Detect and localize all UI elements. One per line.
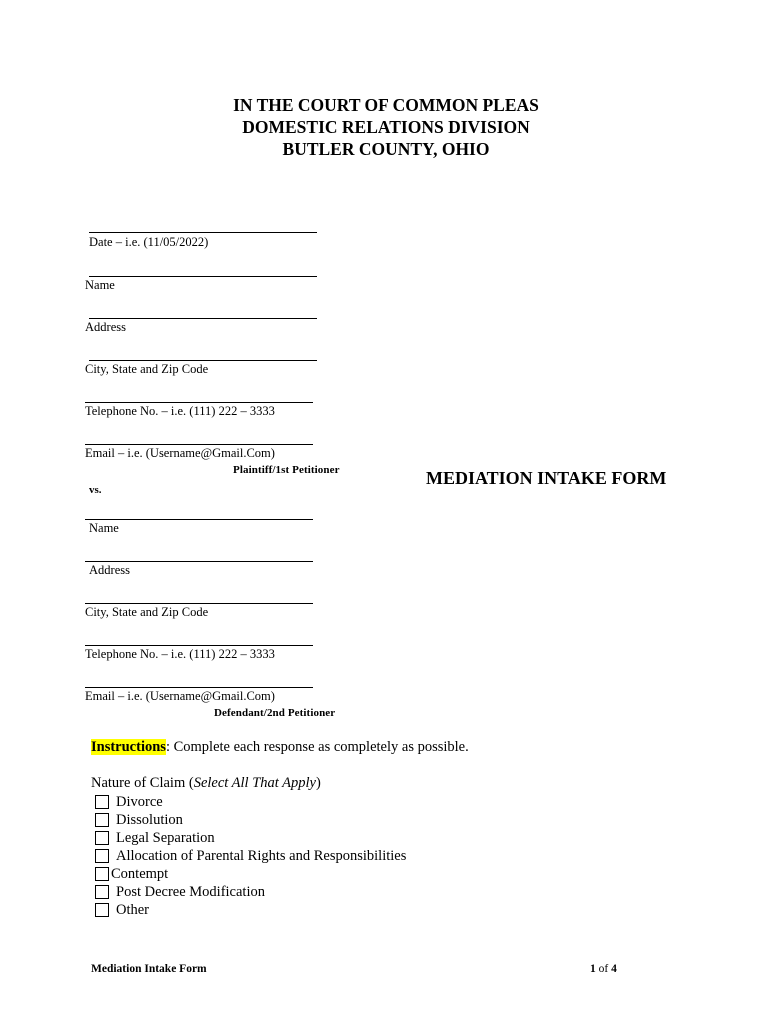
checkbox-post-decree[interactable] xyxy=(95,885,109,899)
claim-option-parental-rights[interactable] xyxy=(95,847,406,865)
plaintiff-role-label: Plaintiff/1st Petitioner xyxy=(233,464,340,476)
versus-label: vs. xyxy=(89,484,102,496)
plaintiff-city-label: City, State and Zip Code xyxy=(85,362,209,376)
court-heading xyxy=(0,94,770,160)
instructions xyxy=(91,739,469,756)
nature-of-claim-heading xyxy=(91,775,321,792)
checkbox-parental-rights[interactable] xyxy=(95,849,109,863)
nature-of-claim-label: Nature of Claim ( xyxy=(91,775,194,791)
plaintiff-address-label: Address xyxy=(85,320,126,334)
footer-current-page: 1 xyxy=(590,963,596,975)
plaintiff-phone-line[interactable] xyxy=(85,402,313,403)
nature-of-claim-hint: Select All That Apply xyxy=(193,775,316,791)
nature-of-claim-options xyxy=(95,793,406,919)
plaintiff-address-line[interactable] xyxy=(89,318,317,319)
plaintiff-email-line[interactable] xyxy=(85,444,313,445)
claim-option-label: Legal Separation xyxy=(116,829,215,846)
defendant-address-label: Address xyxy=(89,563,130,577)
plaintiff-phone-label: Telephone No. – i.e. (111) 222 – 3333 xyxy=(85,404,275,418)
instructions-text: : Complete each response as completely as possible. xyxy=(165,739,469,755)
claim-option-label: Contempt xyxy=(111,865,169,882)
claim-option-label: Divorce xyxy=(116,793,163,810)
defendant-email-label: Email – i.e. (Username@Gmail.Com) xyxy=(85,689,275,703)
court-heading-line2: DOMESTIC RELATIONS DIVISION xyxy=(242,117,530,137)
plaintiff-name-label: Name xyxy=(85,278,115,292)
plaintiff-name-line[interactable] xyxy=(89,276,317,277)
defendant-name-label: Name xyxy=(89,521,119,535)
checkbox-contempt[interactable] xyxy=(95,867,109,881)
checkbox-dissolution[interactable] xyxy=(95,813,109,827)
instructions-label: Instructions xyxy=(91,739,166,755)
claim-option-post-decree[interactable] xyxy=(95,883,406,901)
defendant-phone-line[interactable] xyxy=(85,645,313,646)
defendant-name-line[interactable] xyxy=(85,519,313,520)
court-heading-line3: BUTLER COUNTY, OHIO xyxy=(282,139,490,159)
checkbox-other[interactable] xyxy=(95,903,109,917)
footer-page-number xyxy=(590,963,617,975)
defendant-email-line[interactable] xyxy=(85,687,313,688)
claim-option-label: Other xyxy=(116,901,150,918)
checkbox-divorce[interactable] xyxy=(95,795,109,809)
plaintiff-email-label: Email – i.e. (Username@Gmail.Com) xyxy=(85,446,275,460)
defendant-city-label: City, State and Zip Code xyxy=(85,605,209,619)
claim-option-label: Post Decree Modification xyxy=(116,883,265,900)
claim-option-divorce[interactable] xyxy=(95,793,406,811)
checkbox-legal-separation[interactable] xyxy=(95,831,109,845)
footer-of-text: of xyxy=(595,963,612,975)
form-title: MEDIATION INTAKE FORM xyxy=(426,468,667,488)
defendant-phone-label: Telephone No. – i.e. (111) 222 – 3333 xyxy=(85,647,275,661)
court-heading-line1: IN THE COURT OF COMMON PLEAS xyxy=(233,95,539,115)
claim-option-contempt[interactable] xyxy=(95,865,406,883)
plaintiff-date-label: Date – i.e. (11/05/2022) xyxy=(89,235,209,249)
claim-option-other[interactable] xyxy=(95,901,406,919)
claim-option-label: Allocation of Parental Rights and Responsibilities xyxy=(116,847,407,864)
claim-option-label: Dissolution xyxy=(116,811,183,828)
defendant-city-line[interactable] xyxy=(85,603,313,604)
claim-option-legal-separation[interactable] xyxy=(95,829,406,847)
footer-form-name: Mediation Intake Form xyxy=(91,963,207,975)
footer-total-pages: 4 xyxy=(611,963,617,975)
plaintiff-city-line[interactable] xyxy=(89,360,317,361)
plaintiff-date-line[interactable] xyxy=(89,232,317,233)
claim-option-dissolution[interactable] xyxy=(95,811,406,829)
defendant-role-label: Defendant/2nd Petitioner xyxy=(214,707,336,719)
defendant-address-line[interactable] xyxy=(85,561,313,562)
nature-of-claim-close: ) xyxy=(315,775,321,791)
